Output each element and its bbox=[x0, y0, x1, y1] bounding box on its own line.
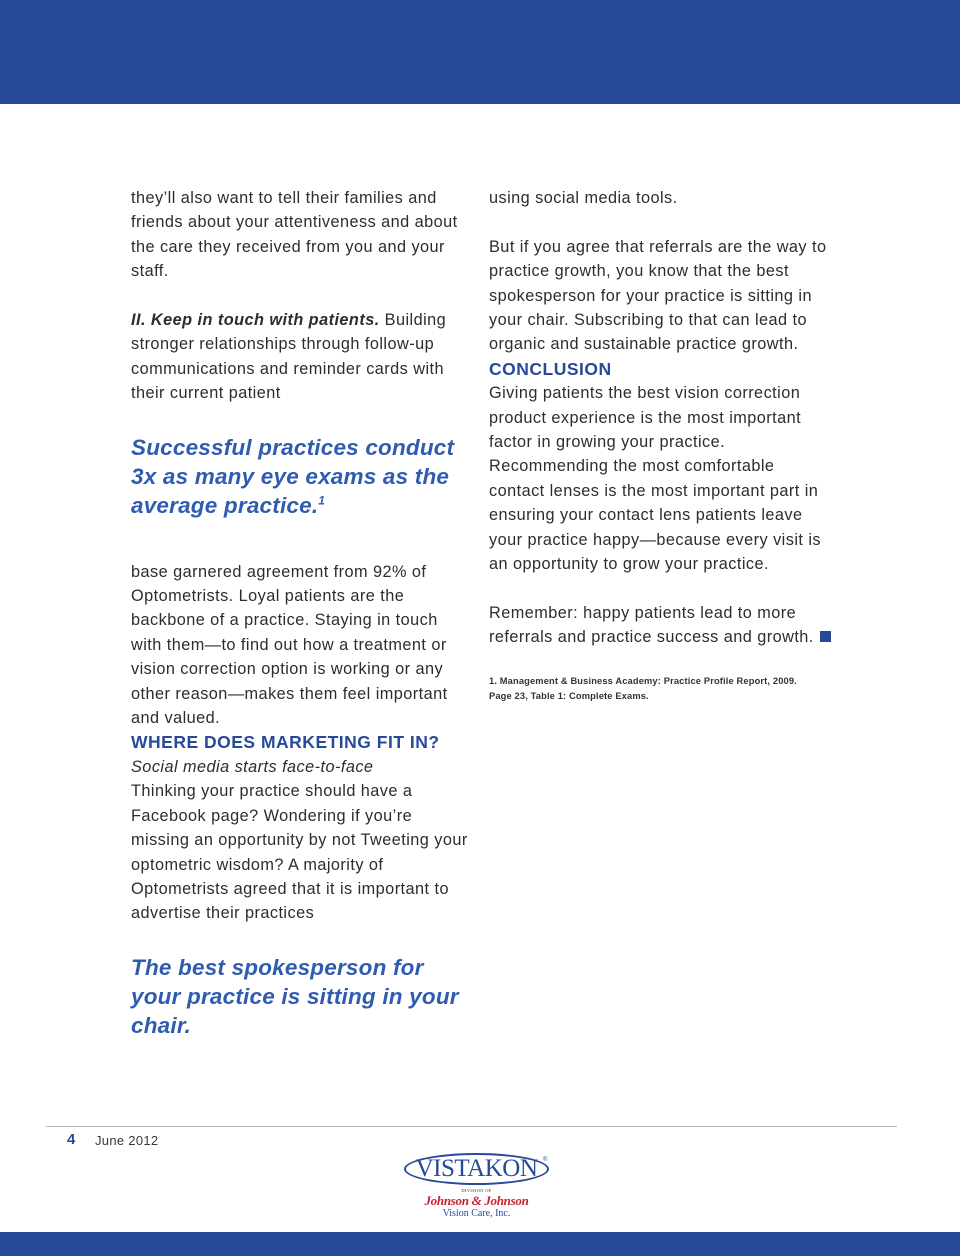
footnote-line-2: Page 23, Table 1: Complete Exams. bbox=[489, 690, 649, 701]
remember-text: Remember: happy patients lead to more referrals and practice success and growth. bbox=[489, 603, 814, 647]
logo-division-of: DIVISION OF bbox=[461, 1188, 492, 1193]
registered-mark: ® bbox=[543, 1157, 548, 1163]
heading-marketing: WHERE DOES MARKETING FIT IN? bbox=[131, 732, 440, 753]
logo-vision-care: Vision Care, Inc. bbox=[442, 1208, 511, 1219]
logo-wordmark: VISTAKON bbox=[415, 1155, 538, 1182]
footnote bbox=[489, 674, 834, 704]
page-number: 4 bbox=[67, 1131, 76, 1148]
pull-quote-spokesperson: The best spokesperson for your practice is sitting in your chair. bbox=[131, 954, 459, 1038]
end-of-article-mark bbox=[820, 631, 831, 642]
issue-date: June 2012 bbox=[95, 1133, 159, 1148]
keep-in-touch-lead: II. Keep in touch with patients. bbox=[131, 311, 380, 330]
paragraph-remember bbox=[489, 601, 834, 650]
footnote-reference: 1 bbox=[318, 493, 326, 508]
heading-conclusion: CONCLUSION bbox=[489, 358, 612, 379]
vistakon-logo bbox=[404, 1151, 554, 1227]
bottom-color-band bbox=[0, 1232, 960, 1256]
left-column bbox=[131, 186, 471, 1040]
top-color-band bbox=[0, 0, 960, 104]
paragraph-referrals: But if you agree that referrals are the way to practice growth, you know that the best spokesperson for your practice is sitting in your chair. Subscribing to that can lead to organic and sustainable practice growth. bbox=[489, 237, 827, 354]
pull-quote-eye-exams bbox=[131, 433, 471, 520]
pull-quote-eye-exams-text: Successful practices conduct 3x as many eye exams as the average practice. bbox=[131, 434, 455, 518]
right-column bbox=[489, 186, 834, 704]
paragraph-social-tools: using social media tools. bbox=[489, 189, 678, 207]
paragraph-loyal-patients: base garnered agreement from 92% of Optometrists. Loyal patients are the backbone of a practice. Staying in touch with them—to find out how a treatment or vision correction option is working or any other reason—makes them feel important and valued. bbox=[131, 562, 448, 728]
subheading-social-media: Social media starts face-to-face bbox=[131, 757, 374, 776]
keep-in-touch-body: Building stronger relationships through follow-up communications and reminder cards with their current patient bbox=[131, 311, 447, 403]
footer-divider bbox=[46, 1126, 897, 1127]
johnson-and-johnson-script: Johnson & Johnson bbox=[424, 1193, 529, 1208]
paragraph-conclusion: Giving patients the best vision correction product experience is the most important factor in growing your practice. Recommending the most comfortable contact lenses is the most important part in ensuring your contact lens patients leave your practice happy—because every visit is an opportunity to grow your practice. bbox=[489, 384, 822, 574]
paragraph-keep-in-touch bbox=[131, 308, 471, 406]
paragraph-facebook: Thinking your practice should have a Facebook page? Wondering if you’re missing an opportunity by not Tweeting your optometric wisdom? A majority of Optometrists agreed that it is important to advertise their practices bbox=[131, 782, 468, 923]
footnote-line-1: 1. Management & Business Academy: Practice Profile Report, 2009. bbox=[489, 675, 797, 686]
paragraph-families: they’ll also want to tell their families and friends about your attentiveness and about the care they received from you and your staff. bbox=[131, 189, 458, 281]
